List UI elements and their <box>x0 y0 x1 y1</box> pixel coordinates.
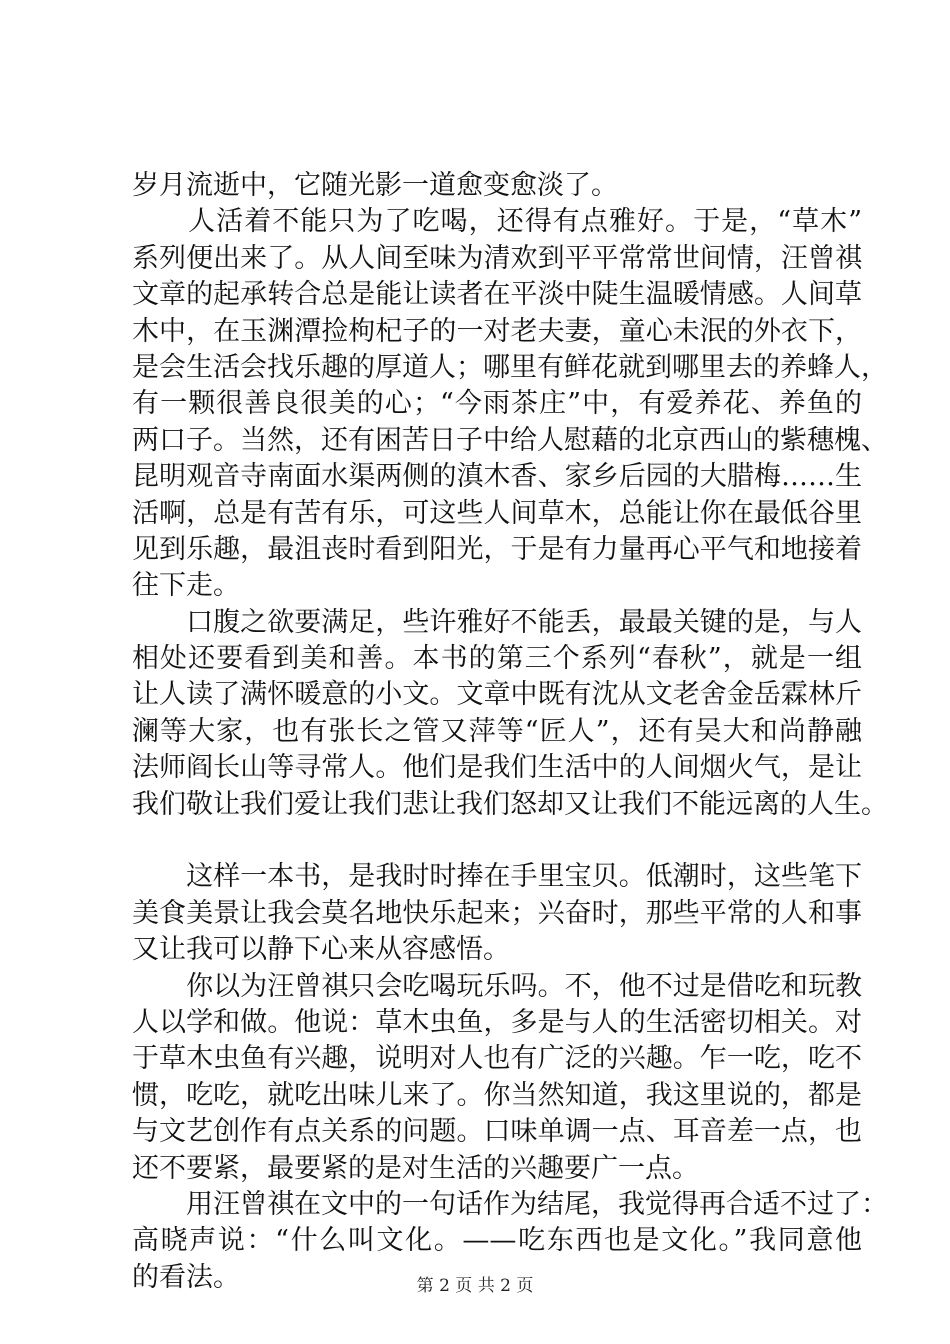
text-line: 于草木虫鱼有兴趣，说明对人也有广泛的兴趣。乍一吃，吃不 <box>132 1043 862 1075</box>
text-line: 往下走。 <box>132 570 240 602</box>
text-line: 这样一本书，是我时时捧在手里宝贝。低潮时，这些笔下 <box>132 861 862 893</box>
text-line: 活啊，总是有苦有乐，可这些人间草木，总能让你在最低谷里 <box>132 497 862 529</box>
text-line: 昆明观音寺南面水渠两侧的滇木香、家乡后园的大腊梅……生 <box>132 461 862 493</box>
page-footer: 第 2 页 共 2 页 <box>416 1276 534 1296</box>
text-line: 惯，吃吃，就吃出味儿来了。你当然知道，我这里说的，都是 <box>132 1079 862 1111</box>
text-line: 的看法。 <box>132 1261 240 1293</box>
text-line: 见到乐趣，最沮丧时看到阳光，于是有力量再心平气和地接着 <box>132 533 862 565</box>
text-line: 你以为汪曾祺只会吃喝玩乐吗。不，他不过是借吃和玩教 <box>132 970 862 1002</box>
text-line: 美食美景让我会莫名地快乐起来；兴奋时，那些平常的人和事 <box>132 897 862 929</box>
blank-line <box>132 823 862 859</box>
text-line: 我们敬让我们爱让我们悲让我们怒却又让我们不能远离的人生。 <box>132 788 888 820</box>
text-line: 系列便出来了。从人间至味为清欢到平平常常世间情，汪曾祺 <box>132 242 862 274</box>
text-line: 两口子。当然，还有困苦日子中给人慰藉的北京西山的紫穗槐、 <box>132 424 888 456</box>
text-line: 用汪曾祺在文中的一句话作为结尾，我觉得再合适不过了： <box>132 1188 888 1220</box>
text-line: 岁月流逝中，它随光影一道愈变愈淡了。 <box>132 170 618 201</box>
text-line: 文章的起承转合总是能让读者在平淡中陡生温暖情感。人间草 <box>132 279 862 311</box>
text-line: 木中，在玉渊潭捡枸杞子的一对老夫妻，童心未泯的外衣下， <box>132 315 862 347</box>
text-line: 人以学和做。他说：草木虫鱼，多是与人的生活密切相关。对 <box>132 1006 862 1038</box>
text-line: 又让我可以静下心来从容感悟。 <box>132 934 510 966</box>
text-line: 人活着不能只为了吃喝，还得有点雅好。于是，“草木” <box>132 206 862 238</box>
text-line: 还不要紧，最要紧的是对生活的兴趣要广一点。 <box>132 1152 699 1184</box>
text-line: 澜等大家，也有张长之管又萍等“匠人”，还有吴大和尚静融 <box>132 715 862 747</box>
text-line: 口腹之欲要满足，些许雅好不能丢，最最关键的是，与人 <box>132 606 862 638</box>
text-line: 是会生活会找乐趣的厚道人；哪里有鲜花就到哪里去的养蜂人， <box>132 351 888 383</box>
text-line: 法师阎长山等寻常人。他们是我们生活中的人间烟火气，是让 <box>132 752 862 784</box>
text-line: 高晓声说：“什么叫文化。——吃东西也是文化。”我同意他 <box>132 1225 862 1257</box>
document-body <box>132 168 888 1296</box>
text-line: 相处还要看到美和善。本书的第三个系列“春秋”，就是一组 <box>132 643 862 675</box>
text-line: 与文艺创作有点关系的问题。口味单调一点、耳音差一点，也 <box>132 1116 862 1148</box>
text-line: 有一颗很善良很美的心；“今雨茶庄”中，有爱养花、养鱼的 <box>132 388 862 420</box>
text-line: 让人读了满怀暖意的小文。文章中既有沈从文老舍金岳霖林斤 <box>132 679 862 711</box>
